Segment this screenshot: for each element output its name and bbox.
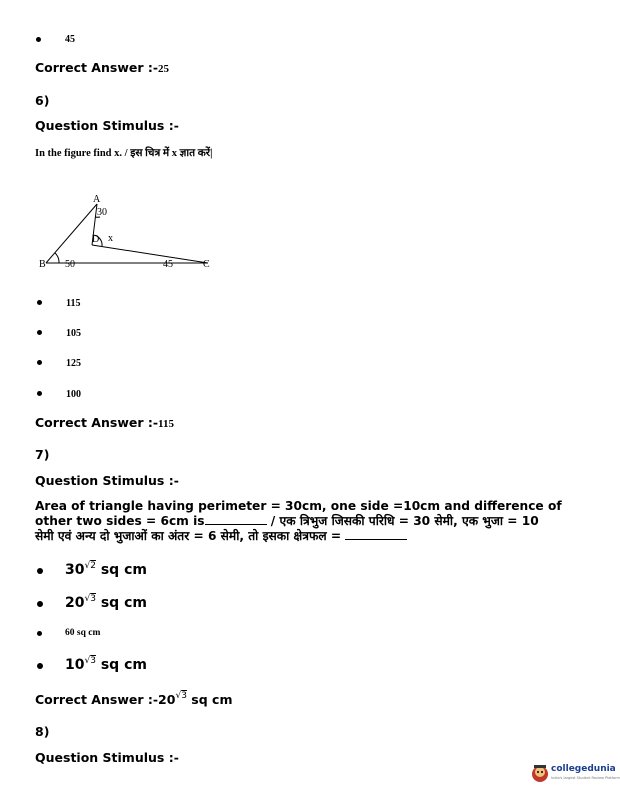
edge-dc bbox=[92, 245, 208, 263]
answer-blank bbox=[345, 528, 407, 540]
question-stimulus-label: Question Stimulus :- bbox=[35, 118, 179, 133]
watermark-brand: collegedunia bbox=[551, 764, 616, 774]
option-coef: 20 bbox=[65, 595, 85, 611]
correct-answer-label: Correct Answer :- bbox=[35, 60, 159, 75]
correct-answer-radicand: 3 bbox=[181, 691, 187, 701]
option-3: 125 bbox=[66, 358, 81, 369]
question-number-6: 6) bbox=[35, 93, 50, 108]
sqrt-sign: √2 bbox=[84, 561, 96, 571]
label-x: x bbox=[108, 233, 113, 244]
question-stimulus-label: Question Stimulus :- bbox=[35, 473, 179, 488]
edge-ab bbox=[46, 204, 100, 263]
question-7-correct-answer bbox=[35, 691, 232, 709]
option-coef: 10 bbox=[65, 657, 85, 673]
correct-answer-label: Correct Answer :- bbox=[35, 692, 159, 707]
list-bullet bbox=[37, 663, 43, 669]
label-c: C bbox=[203, 259, 210, 270]
prompt-line-2 bbox=[35, 513, 595, 528]
list-bullet bbox=[37, 631, 42, 636]
list-bullet bbox=[37, 601, 43, 607]
correct-answer-label: Correct Answer :- bbox=[35, 415, 159, 430]
option-radicand: 2 bbox=[90, 561, 96, 571]
question-stimulus-label: Question Stimulus :- bbox=[35, 750, 179, 765]
option-2 bbox=[65, 595, 147, 611]
option-unit: sq cm bbox=[95, 595, 147, 611]
question-number-7: 7) bbox=[35, 447, 50, 462]
correct-answer-value: 25 bbox=[158, 63, 170, 75]
list-bullet bbox=[37, 360, 42, 365]
option-4: 100 bbox=[66, 389, 81, 400]
angle-b-value: 50 bbox=[65, 259, 75, 270]
question-number-8: 8) bbox=[35, 724, 50, 739]
option-radicand: 3 bbox=[90, 656, 96, 666]
label-b: B bbox=[39, 259, 46, 270]
option-unit: sq cm bbox=[95, 562, 147, 578]
option-unit: sq cm bbox=[95, 657, 147, 673]
option-1 bbox=[65, 562, 147, 578]
prev-correct-answer bbox=[35, 59, 169, 77]
correct-answer-unit: sq cm bbox=[186, 692, 233, 707]
question-6-correct-answer bbox=[35, 414, 174, 432]
correct-answer-coef: 20 bbox=[158, 692, 176, 707]
list-bullet bbox=[37, 391, 42, 396]
question-7-prompt bbox=[35, 499, 595, 543]
angle-a-value: 30 bbox=[97, 207, 107, 218]
list-bullet bbox=[36, 37, 41, 42]
arc-b bbox=[55, 253, 59, 263]
option-45: 45 bbox=[65, 34, 75, 45]
prompt-line-3-text: सेमी एवं अन्य दो भुजाओं का अंतर = 6 सेमी, तो इसका क्षेत्रफल = bbox=[35, 529, 346, 543]
answer-blank bbox=[205, 513, 267, 525]
list-bullet bbox=[37, 568, 43, 574]
correct-answer-value: 115 bbox=[158, 418, 174, 430]
prompt-line-2-hi: / एक त्रिभुज जिसकी परिधि = 30 सेमी, एक भुजा = 10 bbox=[266, 514, 539, 528]
option-radicand: 3 bbox=[90, 594, 96, 604]
option-1: 115 bbox=[66, 298, 81, 309]
sqrt-sign: √3 bbox=[84, 656, 96, 666]
sqrt-sign: √3 bbox=[84, 594, 96, 604]
option-3: 60 sq cm bbox=[65, 628, 101, 638]
watermark-tagline: India's largest Student Review Platform bbox=[551, 776, 620, 780]
option-2: 105 bbox=[66, 328, 81, 339]
triangle-figure bbox=[35, 190, 225, 275]
option-4 bbox=[65, 657, 147, 673]
sqrt-sign: √3 bbox=[175, 691, 187, 701]
list-bullet bbox=[37, 300, 42, 305]
mascot-icon bbox=[530, 762, 550, 784]
collegedunia-watermark bbox=[530, 760, 620, 786]
label-a: A bbox=[93, 194, 101, 205]
prompt-line-3 bbox=[35, 528, 595, 543]
prompt-line-1: Area of triangle having perimeter = 30cm, one side =10cm and difference of bbox=[35, 499, 562, 513]
prompt-line-2-en: other two sides = 6cm is bbox=[35, 514, 205, 528]
option-coef: 30 bbox=[65, 562, 85, 578]
label-d: D bbox=[92, 234, 100, 245]
list-bullet bbox=[37, 330, 42, 335]
angle-c-value: 45 bbox=[163, 259, 173, 270]
question-6-prompt: In the figure find x. / इस चित्र में x ज्ञात करें| bbox=[35, 148, 213, 159]
